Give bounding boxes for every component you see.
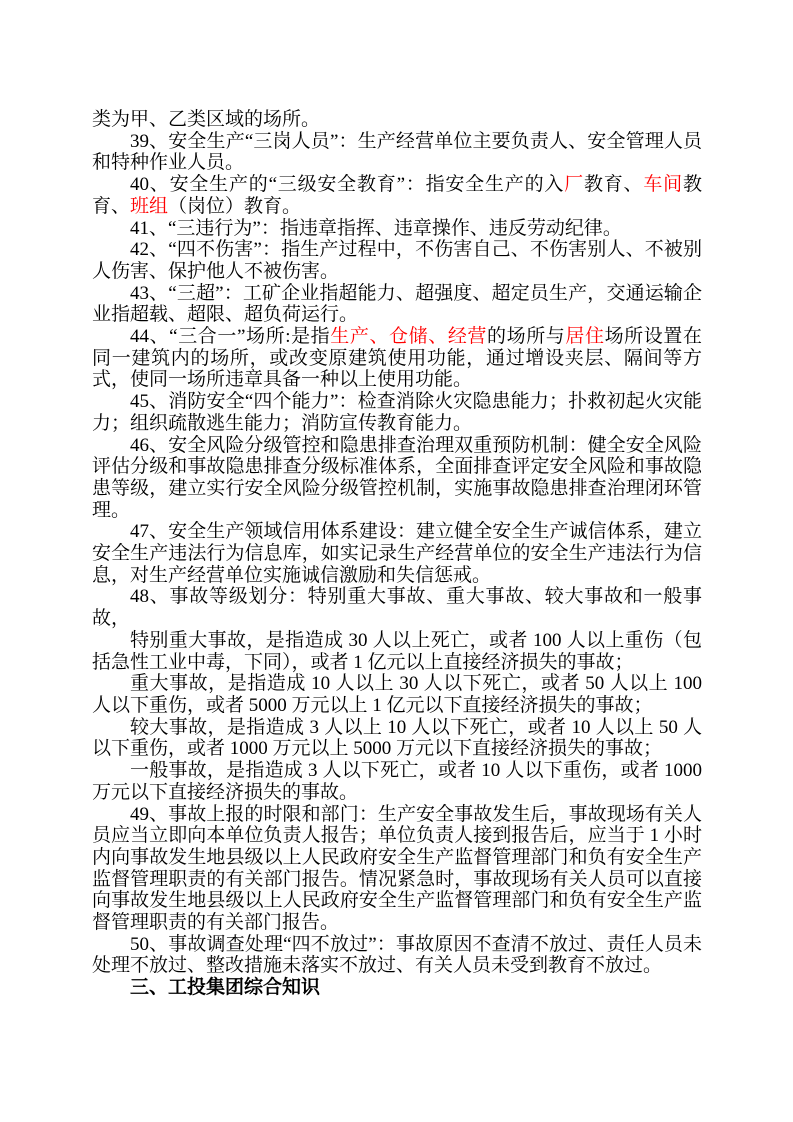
paragraph [92, 326, 702, 391]
text-run: 45、消防安全“四个能力”：检查消除火灾隐患能力；扑救初起火灾能力；组织疏散逃生能力；消防宣传教育能力。 [92, 391, 702, 434]
paragraph [92, 131, 702, 174]
paragraph [92, 717, 702, 760]
text-run: （岗位）教育。 [168, 195, 302, 217]
text-run: 41、“三违行为”：指违章指挥、违章操作、违反劳动纪律。 [130, 217, 622, 239]
text-run: 教育、 [583, 174, 644, 196]
text-run: 类为甲、乙类区域的场所。 [92, 109, 321, 130]
text-run: 场所设置在同一建筑内的场所，或改变原建筑使用功能，通过增设夹层、隔间等方式，使同一场所违章具备一种以上使用功能。 [92, 326, 702, 391]
paragraph [92, 218, 702, 240]
highlighted-text-run: 车间 [643, 174, 683, 196]
paragraph [92, 391, 702, 434]
paragraph [92, 109, 702, 131]
paragraph [92, 521, 702, 586]
paragraph [92, 630, 702, 673]
paragraph [92, 239, 702, 282]
paragraph [92, 283, 702, 326]
highlighted-text-run: 生产、仓储、经营 [330, 326, 488, 348]
paragraph [92, 760, 702, 803]
paragraph [92, 934, 702, 977]
text-run: 三、工投集团综合知识 [130, 977, 321, 999]
text-run: 44、“三合一”场所:是指 [130, 326, 331, 348]
highlighted-text-run: 班组 [130, 195, 169, 217]
text-run: 一般事故，是指造成 3 人以下死亡，或者 10 人以下重伤，或者 1000 万元以下直接经济损失的事故。 [92, 760, 702, 803]
paragraph [92, 673, 702, 716]
text-run: 39、安全生产“三岗人员”：生产经营单位主要负责人、安全管理人员和特种作业人员。 [92, 130, 702, 174]
text-run: 重大事故，是指造成 10 人以上 30 人以下死亡，或者 50 人以上 100 人以下重伤，或者 5000 万元以上 1 亿元以下直接经济损失的事故； [92, 673, 702, 716]
document-body [92, 109, 702, 999]
text-run: 教育、 [92, 174, 702, 217]
text-run: 46、安全风险分级管控和隐患排查治理双重预防机制：健全安全风险评估分级和事故隐患排查分级标准体系，全面排查评定安全风险和事故隐患等级，建立实行安全风险分级管控机制，实施事故隐患排查治理闭环管理。 [92, 434, 702, 521]
paragraph [92, 174, 702, 217]
highlighted-text-run: 居住 [565, 326, 605, 348]
text-run: 49、事故上报的时限和部门：生产安全事故发生后，事故现场有关人员应当立即向本单位负责人报告；单位负责人接到报告后，应当于 1 小时内向事故发生地县级以上人民政府安全生产监督管理部门和负有安全生产监督管理职责的有关部门报告。情况紧急时，事故现场有关人员可以直接向事故发生地县级以上人民政府安全生产监督管理部门和负有安全生产监督管理职责的有关部门报告。 [92, 803, 702, 934]
paragraph [92, 435, 702, 522]
text-run: 的场所与 [487, 326, 566, 348]
section-heading [92, 977, 702, 999]
highlighted-text-run: 厂 [564, 174, 584, 196]
paragraph [92, 804, 702, 934]
text-run: 48、事故等级划分：特别重大事故、重大事故、较大事故和一般事故， [92, 586, 702, 630]
text-run: 42、“四不伤害”：指生产过程中，不伤害自己、不伤害别人、不被别人伤害、保护他人不被伤害。 [92, 239, 702, 282]
text-run: 较大事故，是指造成 3 人以上 10 人以下死亡，或者 10 人以上 50 人以下重伤，或者 1000 万元以上 5000 万元以下直接经济损失的事故； [92, 716, 702, 760]
paragraph [92, 586, 702, 629]
text-run: 50、事故调查处理“四不放过”：事故原因不查清不放过、责任人员未处理不放过、整改措施未落实不放过、有关人员未受到教育不放过。 [92, 933, 702, 977]
text-run: 43、“三超”：工矿企业指超能力、超强度、超定员生产，交通运输企业指超载、超限、超负荷运行。 [92, 282, 702, 326]
text-run: 40、安全生产的“三级安全教育”：指安全生产的入 [130, 174, 565, 196]
text-run: 47、安全生产领域信用体系建设：建立健全安全生产诚信体系，建立安全生产违法行为信息库，如实记录生产经营单位的安全生产违法行为信息，对生产经营单位实施诚信激励和失信惩戒。 [92, 521, 702, 586]
text-run: 特别重大事故，是指造成 30 人以上死亡，或者 100 人以上重伤（包括急性工业中毒，下同），或者 1 亿元以上直接经济损失的事故； [92, 629, 702, 673]
